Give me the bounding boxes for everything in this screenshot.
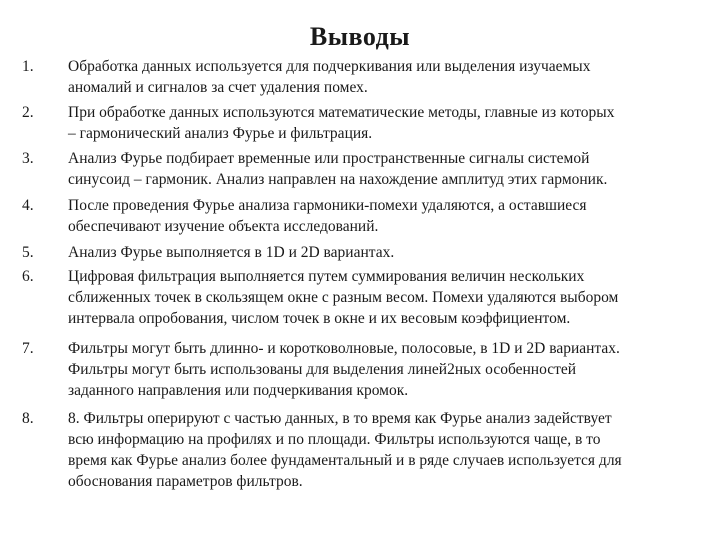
item-number-5: 5. xyxy=(22,244,34,261)
item-number-7: 7. xyxy=(22,340,34,357)
item-3-line-1: Анализ Фурье подбирает временные или пространственные сигналы системой xyxy=(68,150,590,167)
item-text-7 xyxy=(68,338,714,401)
item-text-8 xyxy=(68,408,714,492)
item-6-line-3: интервала опробования, числом точек в окне и их весовым коэффициентом. xyxy=(68,310,571,327)
slide-title: Выводы xyxy=(309,22,411,51)
item-6-line-2: сближенных точек в скользящем окне с разным весом. Помехи удаляются выбором xyxy=(68,289,619,306)
item-8-line-2: всю информацию на профилях и по площади. Фильтры используются чаще, в то xyxy=(68,431,601,448)
item-1-line-1: Обработка данных используется для подчеркивания или выделения изучаемых xyxy=(68,58,591,75)
item-2-line-2: – гармонический анализ Фурье и фильтрация. xyxy=(68,125,373,142)
item-2-line-1: При обработке данных используются математические методы, главные из которых xyxy=(68,104,615,121)
item-4-line-2: обеспечивают изучение объекта исследований. xyxy=(68,218,379,235)
item-number-4: 4. xyxy=(22,197,34,214)
item-text-3 xyxy=(68,148,714,190)
item-8-line-4: обоснования параметров фильтров. xyxy=(68,473,303,490)
item-number-3: 3. xyxy=(22,150,34,167)
item-text-1 xyxy=(68,56,714,98)
item-8-line-3: время как Фурье анализ более фундаментальный и в ряде случаев используется для xyxy=(68,452,622,469)
item-5-line-1: Анализ Фурье выполняется в 1D и 2D вариантах. xyxy=(68,244,395,261)
item-number-2: 2. xyxy=(22,104,34,121)
item-number-1: 1. xyxy=(22,58,34,75)
item-text-6 xyxy=(68,266,714,329)
item-number-6: 6. xyxy=(22,268,34,285)
item-6-line-1: Цифровая фильтрация выполняется путем суммирования величин нескольких xyxy=(68,268,585,285)
item-text-2 xyxy=(68,102,714,144)
item-text-5 xyxy=(68,242,714,263)
item-3-line-2: синусоид – гармоник. Анализ направлен на нахождение амплитуд этих гармоник. xyxy=(68,171,608,188)
item-7-line-2: Фильтры могут быть использованы для выделения линей2ных особенностей xyxy=(68,361,577,378)
item-4-line-1: После проведения Фурье анализа гармоники-помехи удаляются, а оставшиеся xyxy=(68,197,587,214)
item-1-line-2: аномалий и сигналов за счет удаления помех. xyxy=(68,79,368,96)
item-8-line-1: 8. Фильтры оперируют с частью данных, в то время как Фурье анализ задействует xyxy=(68,410,612,427)
item-7-line-3: заданного направления или подчеркивания кромок. xyxy=(68,382,409,399)
item-text-4 xyxy=(68,195,714,237)
item-7-line-1: Фильтры могут быть длинно- и коротковолновые, полосовые, в 1D и 2D вариантах. xyxy=(68,340,620,357)
item-number-8: 8. xyxy=(22,410,34,427)
